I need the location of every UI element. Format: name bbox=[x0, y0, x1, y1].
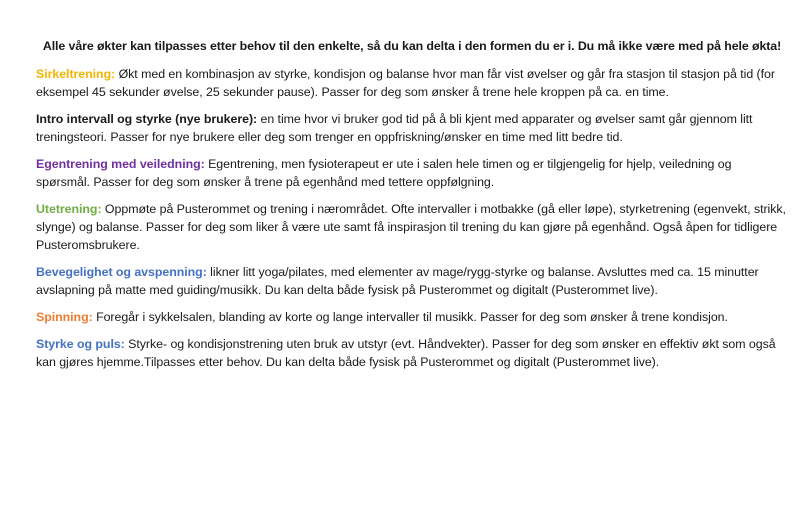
section-title: Styrke og puls: bbox=[36, 337, 125, 351]
section-text: Økt med en kombinasjon av styrke, kondisjon og balanse hvor man får vist øvelser og går fra stasjon til stasjon på tid (for eksempel 45 sekunder øvelse, 25 sekunder pause). Passer for deg som ønsker å trene hele kroppen på ca. en time. bbox=[36, 67, 775, 99]
section-title: Spinning: bbox=[36, 310, 93, 324]
section-title: Sirkeltrening: bbox=[36, 67, 116, 81]
section-utetrening bbox=[36, 200, 788, 254]
section-spinning bbox=[36, 308, 788, 326]
section-intro-intervall bbox=[36, 110, 788, 146]
section-title: Utetrening: bbox=[36, 202, 102, 216]
section-bevegelighet bbox=[36, 263, 788, 299]
section-text: Egentrening, men fysioterapeut er ute i salen hele timen og er tilgjengelig for hjelp, veiledning og spørsmål. Passer for deg som ønsker å trene på egenhånd med tettere oppfølgning. bbox=[36, 157, 732, 189]
section-text: Styrke- og kondisjonstrening uten bruk av utstyr (evt. Håndvekter). Passer for deg som ønsker en effektiv økt som også kan gjøres hjemme.Tilpasses etter behov. Du kan delta både fysisk på Pusterommet og digitalt (Pusterommet live). bbox=[36, 337, 776, 369]
section-title: Intro intervall og styrke (nye brukere): bbox=[36, 112, 258, 126]
section-text: Foregår i sykkelsalen, blanding av korte og lange intervaller til musikk. Passer for deg som ønsker å trene kondisjon. bbox=[92, 310, 728, 324]
section-text: likner litt yoga/pilates, med elementer av mage/rygg-styrke og balanse. Avsluttes med ca. 15 minutter avslapning på matte med guiding/musikk. Du kan delta både fysisk på Pusterommet og digitalt (Pusterommet live). bbox=[36, 265, 759, 297]
section-title: Egentrening med veiledning: bbox=[36, 157, 205, 171]
section-styrke-og-puls bbox=[36, 335, 788, 371]
section-egentrening bbox=[36, 155, 788, 191]
section-text: en time hvor vi bruker god tid på å bli kjent med apparater og øvelser samt går gjennom litt treningsteori. Passer for nye brukere eller deg som trenger en oppfriskning/ønsker en time med litt bedre tid. bbox=[36, 112, 753, 144]
section-sirkeltrening bbox=[36, 65, 788, 101]
section-title: Bevegelighet og avspenning: bbox=[36, 265, 207, 279]
intro-text: Alle våre økter kan tilpasses etter behov til den enkelte, så du kan delta i den formen du er i. Du må ikke være med på hele økta! bbox=[42, 39, 782, 53]
document-page bbox=[36, 37, 788, 380]
section-text: Oppmøte på Pusterommet og trening i nærområdet. Ofte intervaller i motbakke (gå eller løpe), styrketrening (egenvekt, strikk, slynge) og balanse. Passer for deg som liker å være ute samt få inspirasjon til trening du kan gjøre på egenhånd. Også åpen for tidligere Pusteromsbrukere. bbox=[36, 202, 786, 252]
